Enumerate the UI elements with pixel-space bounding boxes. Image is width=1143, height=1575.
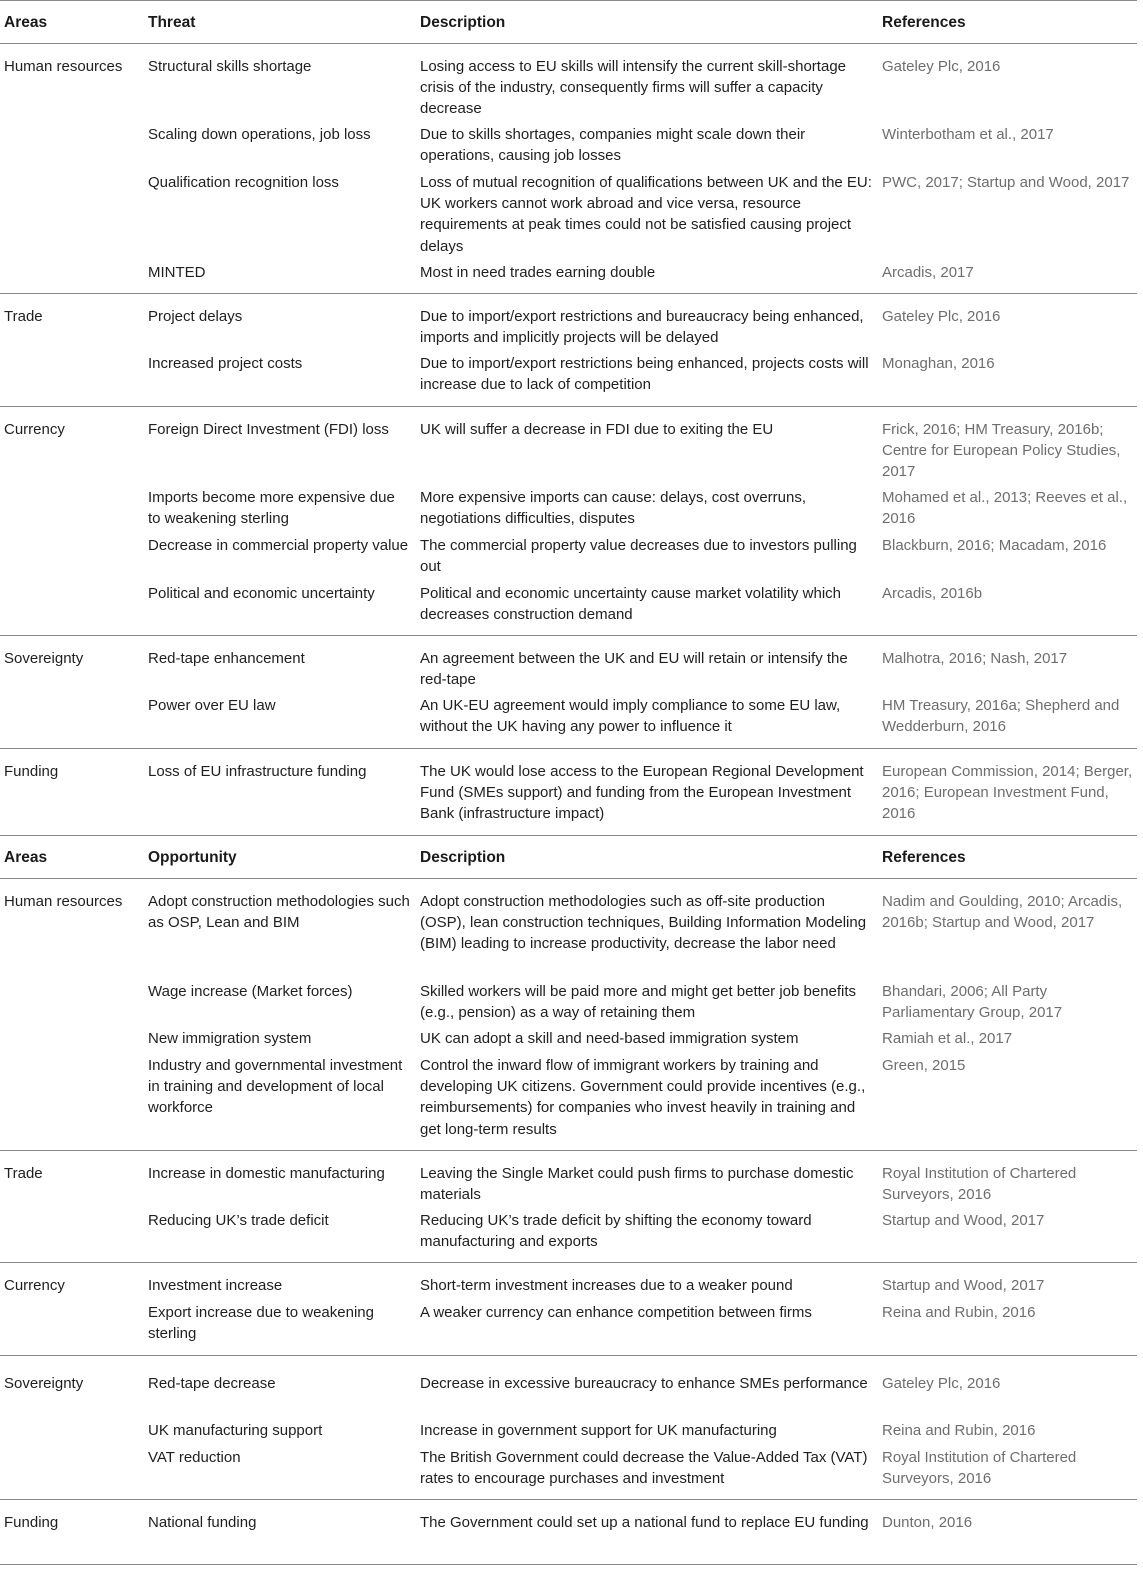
description-cell: Political and economic uncertainty cause market volatility which decreases construction demand [420, 585, 842, 624]
reference-cell: Green, 2015 [882, 1057, 966, 1074]
threat-area-cell: Currency [4, 421, 65, 438]
opportunity-cell: Export increase due to weakening sterling [148, 1304, 374, 1343]
section-rule [0, 835, 1137, 836]
reference-cell: Reina and Rubin, 2016 [882, 1422, 1036, 1439]
reference-cell: Bhandari, 2006; All Party Parliamentary Group, 2017 [882, 983, 1063, 1022]
reference-cell: Reina and Rubin, 2016 [882, 1304, 1036, 1321]
reference-cell: Mohamed et al., 2013; Reeves et al., 2016 [882, 489, 1128, 528]
table-top-rule [0, 0, 1137, 1]
description-cell: Control the inward flow of immigrant workers by training and developing UK citizens. Government could provide incentives (e.g., reimbursements) for companies who invest heavily in training and get long-term results [420, 1057, 866, 1138]
threat-area-cell: Funding [4, 763, 59, 780]
reference-cell: Royal Institution of Chartered Surveyors, 2016 [882, 1165, 1077, 1204]
header-description: Description [420, 849, 506, 866]
description-cell: Decrease in excessive bureaucracy to enhance SMEs performance [420, 1375, 868, 1392]
header-rule [0, 43, 1137, 44]
opportunity-area-cell: Currency [4, 1277, 65, 1294]
description-cell: The UK would lose access to the European Regional Development Fund (SMEs support) and funding from the European Investment Bank (infrastructure impact) [420, 763, 864, 823]
header-description: Description [420, 14, 506, 31]
description-cell: UK will suffer a decrease in FDI due to exiting the EU [420, 421, 774, 438]
threat-cell: Power over EU law [148, 697, 276, 714]
threat-cell: Foreign Direct Investment (FDI) loss [148, 421, 389, 438]
opportunity-area-cell: Trade [4, 1165, 43, 1182]
reference-cell: Nadim and Goulding, 2010; Arcadis, 2016b; Startup and Wood, 2017 [882, 893, 1123, 932]
opportunity-area-cell: Human resources [4, 893, 123, 910]
description-cell: Due to import/export restrictions being enhanced, projects costs will increase due to lack of competition [420, 355, 869, 394]
opportunity-cell: Increase in domestic manufacturing [148, 1165, 385, 1182]
reference-cell: Monaghan, 2016 [882, 355, 995, 372]
header-areas: Areas [4, 14, 48, 31]
description-cell: UK can adopt a skill and need-based immigration system [420, 1030, 799, 1047]
reference-cell: Malhotra, 2016; Nash, 2017 [882, 650, 1068, 667]
header-opportunity: Opportunity [148, 849, 237, 866]
reference-cell: Startup and Wood, 2017 [882, 1212, 1045, 1229]
threat-area-cell: Trade [4, 308, 43, 325]
reference-cell: PWC, 2017; Startup and Wood, 2017 [882, 174, 1130, 191]
threat-cell: MINTED [148, 264, 206, 281]
opportunity-area-cell: Sovereignty [4, 1375, 84, 1392]
description-cell: Skilled workers will be paid more and might get better job benefits (e.g., pension) as a way of retaining them [420, 983, 857, 1022]
description-cell: An agreement between the UK and EU will retain or intensify the red-tape [420, 650, 848, 689]
header-references: References [882, 849, 966, 866]
reference-cell: Gateley Plc, 2016 [882, 308, 1001, 325]
opportunity-cell: Industry and governmental investment in training and development of local workforce [148, 1057, 403, 1117]
reference-cell: Arcadis, 2016b [882, 585, 983, 602]
group-rule [0, 1150, 1137, 1151]
group-rule [0, 1262, 1137, 1263]
header-threat: Threat [148, 14, 196, 31]
reference-cell: Gateley Plc, 2016 [882, 1375, 1001, 1392]
reference-cell: Startup and Wood, 2017 [882, 1277, 1045, 1294]
description-cell: An UK-EU agreement would imply compliance to some EU law, without the UK having any power to influence it [420, 697, 841, 736]
description-cell: Leaving the Single Market could push firms to purchase domestic materials [420, 1165, 854, 1204]
reference-cell: HM Treasury, 2016a; Shepherd and Wedderburn, 2016 [882, 697, 1120, 736]
description-cell: Losing access to EU skills will intensify the current skill-shortage crisis of the industry, consequently firms will suffer a capacity decrease [420, 58, 846, 118]
threat-area-cell: Sovereignty [4, 650, 84, 667]
group-rule [0, 635, 1137, 636]
opportunity-cell: Red-tape decrease [148, 1375, 276, 1392]
opportunity-area-cell: Funding [4, 1514, 59, 1531]
opportunity-cell: VAT reduction [148, 1449, 241, 1466]
threat-cell: Increased project costs [148, 355, 303, 372]
threat-cell: Structural skills shortage [148, 58, 312, 75]
reference-cell: Frick, 2016; HM Treasury, 2016b; Centre for European Policy Studies, 2017 [882, 421, 1121, 481]
description-cell: The commercial property value decreases due to investors pulling out [420, 537, 857, 576]
reference-cell: Winterbotham et al., 2017 [882, 126, 1054, 143]
threat-area-cell: Human resources [4, 58, 123, 75]
description-cell: Due to skills shortages, companies might scale down their operations, causing job losses [420, 126, 806, 165]
opportunity-cell: New immigration system [148, 1030, 312, 1047]
opportunity-cell: Investment increase [148, 1277, 283, 1294]
description-cell: A weaker currency can enhance competition between firms [420, 1304, 812, 1321]
threat-cell: Qualification recognition loss [148, 174, 339, 191]
opportunity-cell: National funding [148, 1514, 257, 1531]
opportunity-cell: Reducing UK’s trade deficit [148, 1212, 329, 1229]
reference-cell: Gateley Plc, 2016 [882, 58, 1001, 75]
threat-cell: Red-tape enhancement [148, 650, 305, 667]
opportunity-cell: Wage increase (Market forces) [148, 983, 353, 1000]
group-rule [0, 406, 1137, 407]
reference-cell: Arcadis, 2017 [882, 264, 974, 281]
group-rule [0, 1499, 1137, 1500]
description-cell: Reducing UK’s trade deficit by shifting the economy toward manufacturing and exports [420, 1212, 812, 1251]
reference-cell: Royal Institution of Chartered Surveyors, 2016 [882, 1449, 1077, 1488]
threat-cell: Political and economic uncertainty [148, 585, 375, 602]
group-rule [0, 748, 1137, 749]
threat-cell: Decrease in commercial property value [148, 537, 409, 554]
reference-cell: European Commission, 2014; Berger, 2016; European Investment Fund, 2016 [882, 763, 1133, 823]
threat-cell: Loss of EU infrastructure funding [148, 763, 367, 780]
reference-cell: Ramiah et al., 2017 [882, 1030, 1013, 1047]
threat-cell: Scaling down operations, job loss [148, 126, 371, 143]
table-bottom-rule [0, 1564, 1137, 1565]
header-areas: Areas [4, 849, 48, 866]
threat-cell: Project delays [148, 308, 243, 325]
description-cell: The British Government could decrease the Value-Added Tax (VAT) rates to encourage purchases and investment [420, 1449, 868, 1488]
description-cell: More expensive imports can cause: delays, cost overruns, negotiations difficulties, disputes [420, 489, 807, 528]
header-references: References [882, 14, 966, 31]
description-cell: Short-term investment increases due to a weaker pound [420, 1277, 793, 1294]
group-rule [0, 1355, 1137, 1356]
description-cell: Due to import/export restrictions and bureaucracy being enhanced, imports and implicitly projects will be delayed [420, 308, 864, 347]
description-cell: Loss of mutual recognition of qualifications between UK and the EU: UK workers cannot work abroad and vice versa, resource requirements at peak times could not be satisfied causing project delays [420, 174, 872, 255]
group-rule [0, 293, 1137, 294]
description-cell: Adopt construction methodologies such as off-site production (OSP), lean construction techniques, Building Information Modeling (BIM) leading to increase productivity, decrease the labor need [420, 893, 867, 953]
reference-cell: Blackburn, 2016; Macadam, 2016 [882, 537, 1107, 554]
description-cell: Most in need trades earning double [420, 264, 656, 281]
reference-cell: Dunton, 2016 [882, 1514, 973, 1531]
opportunity-cell: UK manufacturing support [148, 1422, 323, 1439]
description-cell: Increase in government support for UK manufacturing [420, 1422, 777, 1439]
header-rule [0, 878, 1137, 879]
opportunity-cell: Adopt construction methodologies such as OSP, Lean and BIM [148, 893, 410, 932]
threat-cell: Imports become more expensive due to weakening sterling [148, 489, 395, 528]
description-cell: The Government could set up a national fund to replace EU funding [420, 1514, 869, 1531]
